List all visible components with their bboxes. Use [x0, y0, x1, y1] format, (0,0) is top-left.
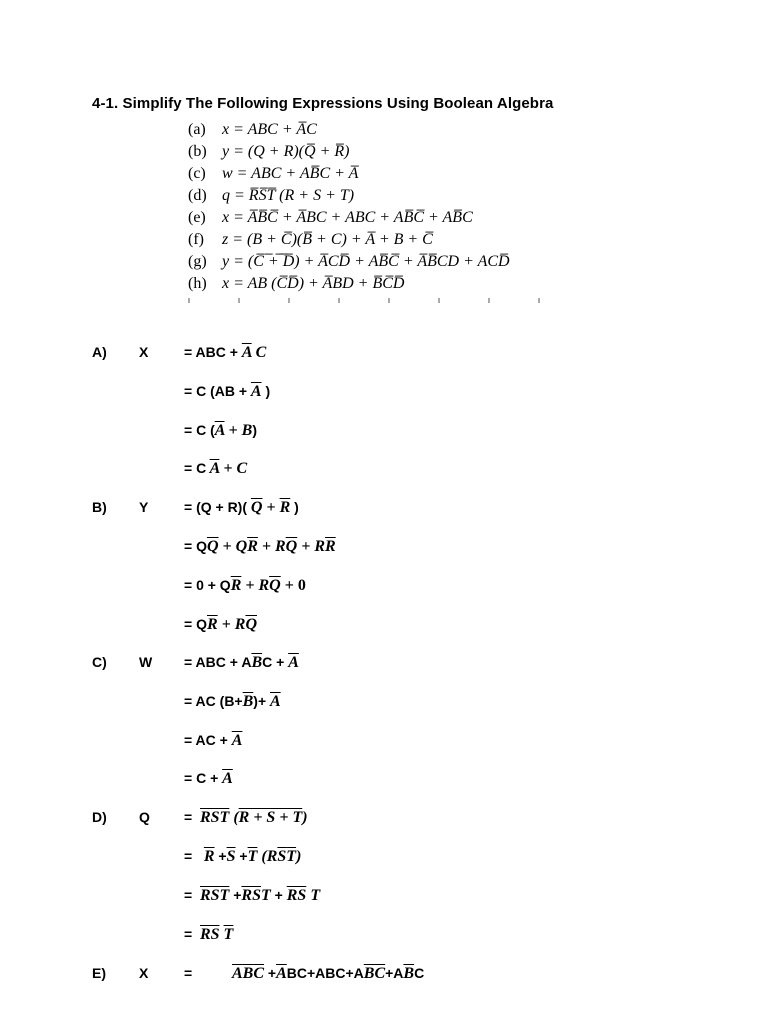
- solution-label-d: D): [92, 809, 107, 825]
- step-text: = ABC + A: [184, 654, 252, 670]
- step-text: = C (AB +: [184, 383, 251, 399]
- problem-expression: x = ABC + A̅C: [222, 121, 317, 138]
- step-text: = C +: [184, 770, 223, 786]
- problem-letter: (f): [188, 231, 204, 248]
- solution-label-c: C): [92, 654, 107, 670]
- problem-f: [188, 229, 608, 251]
- problem-b: [188, 141, 608, 163]
- solution-c-step-1: = ABC + $A\overline{B}C + \overline{A}$: [184, 654, 299, 671]
- step-text: BC+ABC+A: [286, 965, 364, 981]
- problem-letter: (c): [188, 165, 206, 182]
- solution-d-step-2: = $\overline{R} +\overline{S} +\overline{T}$ $(R\overline{S}\overline{T})$: [184, 848, 302, 865]
- step-text: = Q: [184, 616, 207, 632]
- cropped-text-edge: [188, 298, 578, 303]
- solution-var-c: W: [139, 654, 153, 670]
- solution-var-a: X: [139, 344, 149, 360]
- solution-c-step-4: = $C + \overline{A}$: [184, 770, 233, 787]
- solution-label-b: B): [92, 499, 107, 515]
- problem-letter: (a): [188, 121, 206, 138]
- solution-label-a: A): [92, 344, 107, 360]
- solution-b-step-2: = $Q\overline{Q} + Q\overline{R} + R\overline{Q} + R\overline{R}$: [184, 538, 336, 555]
- problem-d: [188, 185, 608, 207]
- equals-sign: =: [184, 848, 193, 864]
- solution-b-step-4: = $Q\overline{R} + R\overline{Q}$: [184, 616, 257, 633]
- equals-sign: =: [184, 926, 193, 942]
- solution-d-step-4: = $\overline{RS}$ $\overline{T}$: [184, 926, 234, 943]
- problem-expression: w = ABC + AB̅C + A̅: [222, 165, 359, 182]
- solution-a-step-2: = C ($AB + \overline{A}$ ): [184, 383, 271, 400]
- problem-expression: y = (Q + R)(Q̅ + R̅): [222, 143, 350, 160]
- equals-sign: =: [184, 809, 193, 825]
- problem-expression: y = (C̅ ̅+̅ ̅D̅) + A̅CD̅ + AB̅C̅ + A̅B̅CD + ACD̅: [222, 253, 510, 270]
- problem-letter: (g): [188, 253, 207, 270]
- solution-var-e: X: [139, 965, 149, 981]
- problem-h: [188, 273, 608, 295]
- problem-expression: q = R̅S̅T̅ (R + S + T): [222, 187, 355, 204]
- step-text: = AC (B+: [184, 693, 243, 709]
- solution-a-step-4: = C $\overline{A} + C$: [184, 460, 248, 477]
- step-text: = 0 + Q: [184, 577, 231, 593]
- step-text: = AC +: [184, 732, 232, 748]
- step-text: = Q: [184, 538, 207, 554]
- solution-d-step-1: = $\overline{RST}$ (R + S + T): [184, 809, 308, 826]
- problem-g: [188, 251, 608, 273]
- equals-sign: =: [184, 887, 193, 903]
- solution-a-step-1: = ABC + $\overline{A}$ C: [184, 344, 267, 361]
- problem-letter: (d): [188, 187, 207, 204]
- problem-a: [188, 119, 608, 141]
- problem-expression: x = AB (C̅D̅) + A̅BD + B̅C̅D̅: [222, 275, 405, 292]
- problem-expression: z = (B + C̅)(B̅ + C) + A̅ + B + C̅: [222, 231, 433, 248]
- solution-b-step-3: = $0 + Q\overline{R} + R\overline{Q} + 0$: [184, 577, 306, 594]
- step-text: = (Q + R)(: [184, 499, 251, 515]
- solution-c-step-2: = AC $(B+\overline{B})+ \overline{A}$: [184, 693, 281, 710]
- step-text: = C (: [184, 422, 215, 438]
- solution-var-b: Y: [139, 499, 149, 515]
- solution-var-d: Q: [139, 809, 150, 825]
- step-text: = ABC +: [184, 344, 242, 360]
- step-text: = C: [184, 460, 207, 476]
- problem-c: [188, 163, 608, 185]
- solution-a-step-3: = C $(\overline{A} + B)$: [184, 422, 257, 439]
- solution-d-step-3: = $\overline{RS}\overline{T} +\overline{RS}T + \overline{RS}$ T: [184, 887, 321, 904]
- solution-e-step-1: $\overline{A}\overline{B}\overline{C} +\overline{A}BC+ABC+A\overline{B}\overline{C}+A\overline{B}C$: [232, 965, 425, 982]
- solution-c-step-3: = AC + $\overline{A}$: [184, 732, 243, 749]
- problem-letter: (h): [188, 275, 207, 292]
- problem-letter: (e): [188, 209, 206, 226]
- problem-expression: x = A̅B̅C̅ + A̅BC + ABC + AB̅C̅ + AB̅C: [222, 209, 473, 226]
- solution-label-e: E): [92, 965, 106, 981]
- solution-b-step-1: = (Q + R)( $\overline{Q} + \overline{R}$ ): [184, 499, 299, 516]
- problem-list: [188, 119, 608, 295]
- problem-letter: (b): [188, 143, 207, 160]
- problem-e: [188, 207, 608, 229]
- page-title: 4-1. Simplify The Following Expressions Using Boolean Algebra: [92, 95, 554, 112]
- solution-e-equals: =: [184, 965, 193, 981]
